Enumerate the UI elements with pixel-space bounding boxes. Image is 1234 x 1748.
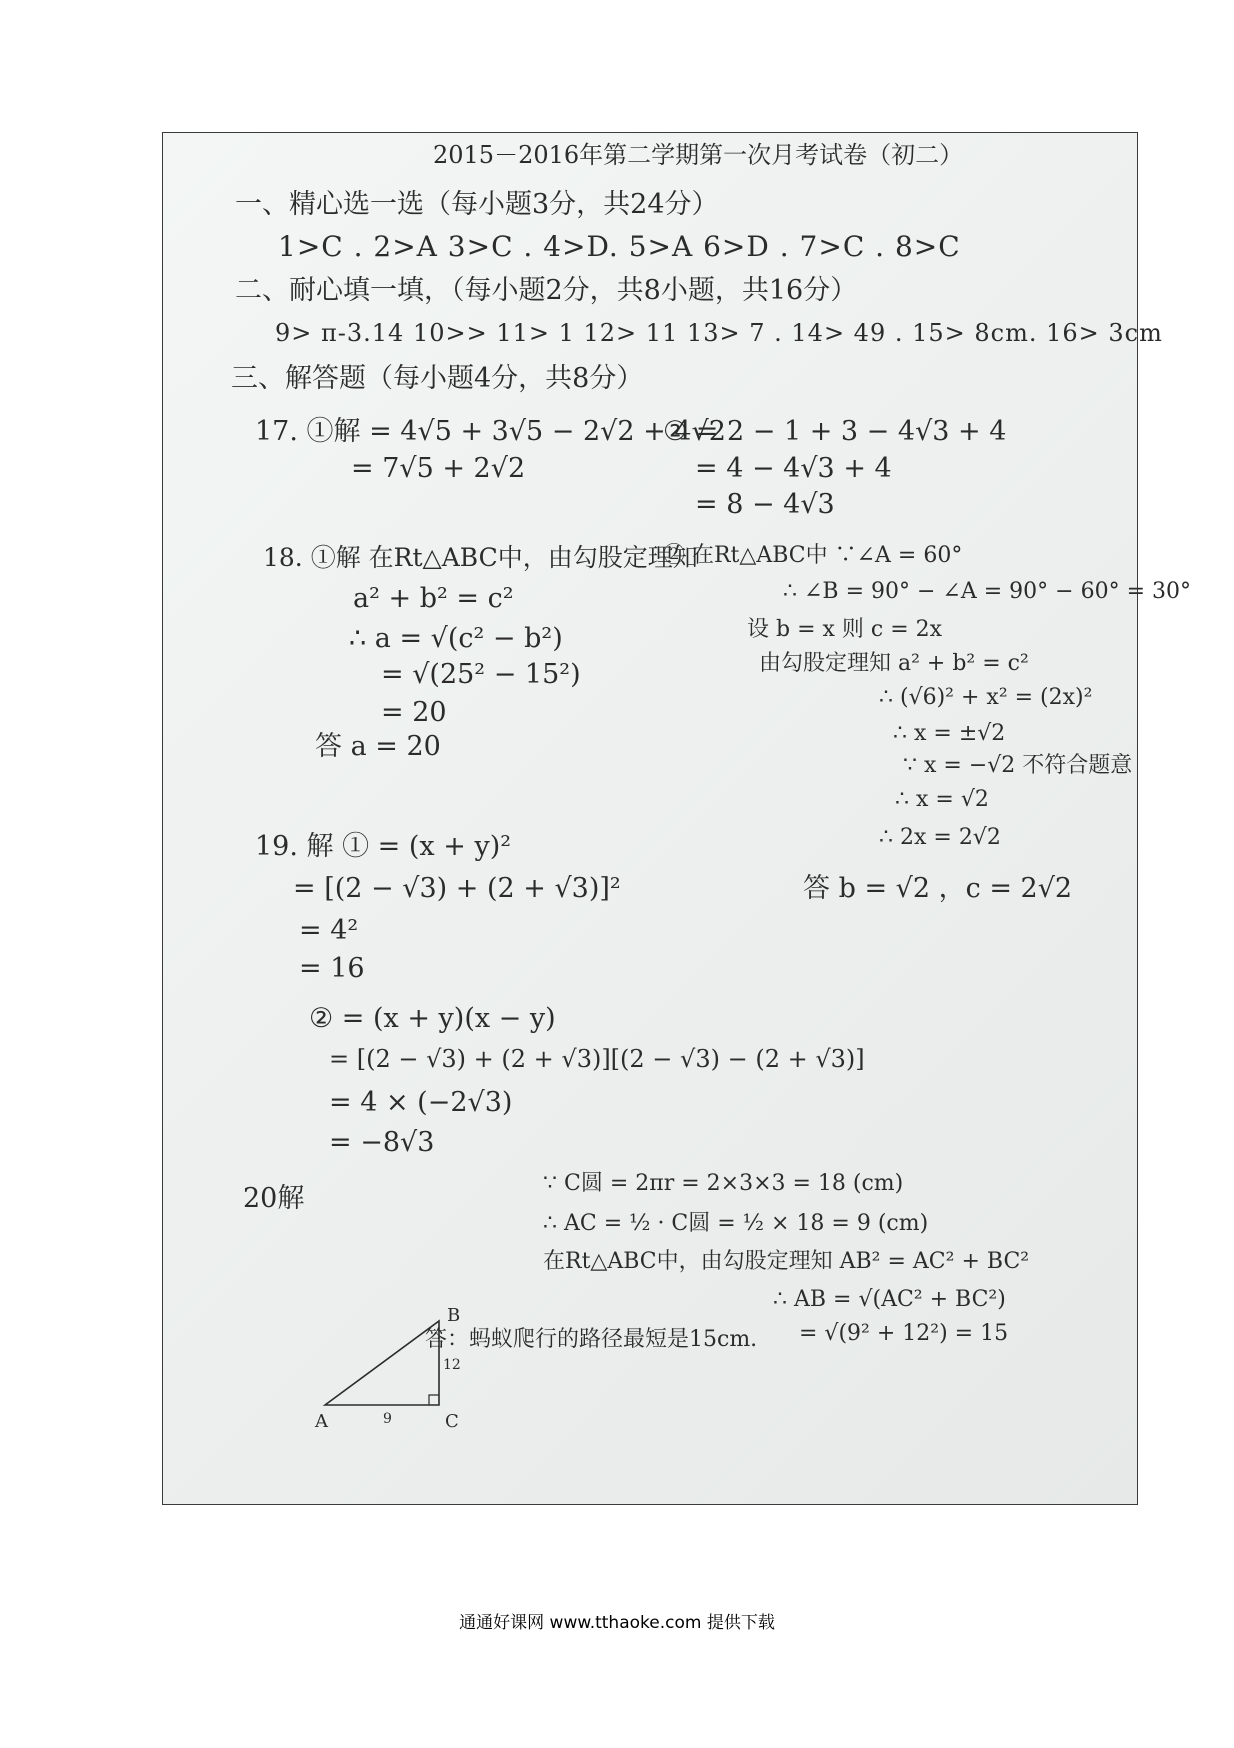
right-triangle-diagram bbox=[315, 1303, 515, 1433]
q17-right-line-2: = 4 − 4√3 + 4 bbox=[695, 453, 892, 484]
q18-left-line-3: ∴ a = √(c² − b²) bbox=[349, 623, 563, 654]
q19-line-4: = 16 bbox=[299, 953, 365, 984]
base-length-label: 9 bbox=[383, 1411, 392, 1427]
q18-right-line-5: ∴ (√6)² + x² = (2x)² bbox=[879, 685, 1093, 710]
q18-right-line-4: 由勾股定理知 a² + b² = c² bbox=[759, 651, 1029, 676]
q20-label: 20解 bbox=[243, 1183, 305, 1214]
q19-line-6: = [(2 − √3) + (2 + √3)][(2 − √3) − (2 + √3)] bbox=[329, 1045, 865, 1073]
answer-sheet-photo bbox=[162, 132, 1191, 1505]
q18-right-line-8: ∴ x = √2 bbox=[895, 787, 989, 812]
sheet-title: 2015－2016年第二学期第一次月考试卷（初二） bbox=[433, 141, 964, 169]
section-2-answers: 9> π-3.14 10>> 11> 1 12> 11 13> 7 . 14> 49 . 15> 8cm. 16> 3cm bbox=[275, 319, 1163, 347]
vertex-c-label: C bbox=[445, 1411, 459, 1432]
triangle-outline bbox=[325, 1321, 439, 1405]
right-angle-mark bbox=[429, 1395, 439, 1405]
q20-right-line-1: ∵ C圆 = 2πr = 2×3×3 = 18 (cm) bbox=[543, 1171, 904, 1196]
section-2-heading: 二、耐心填一填，（每小题2分，共8小题，共16分） bbox=[235, 275, 858, 306]
q17-left-line-2: = 7√5 + 2√2 bbox=[351, 453, 526, 484]
q18-right-line-9: ∴ 2x = 2√2 bbox=[879, 825, 1001, 850]
q18-left-line-6: 答 a = 20 bbox=[315, 731, 441, 762]
section-1-answers: 1>C . 2>A 3>C . 4>D. 5>A 6>D . 7>C . 8>C bbox=[278, 230, 961, 263]
q18-left-line-1: 18. ①解 在Rt△ABC中，由勾股定理知 bbox=[263, 543, 698, 572]
q19-line-2: = [(2 − √3) + (2 + √3)]² bbox=[293, 873, 621, 904]
q19-line-1: 19. 解 ① = (x + y)² bbox=[255, 831, 512, 862]
q19-line-3: = 4² bbox=[299, 915, 359, 946]
section-1-heading: 一、精心选一选（每小题3分，共24分） bbox=[235, 189, 719, 220]
q17-left-line-1: 17. ①解 = 4√5 + 3√5 − 2√2 + 4√2 bbox=[255, 416, 726, 447]
q18-right-line-6: ∴ x = ±√2 bbox=[893, 721, 1006, 746]
height-length-label: 12 bbox=[443, 1357, 461, 1373]
q19-line-7: = 4 × (−2√3) bbox=[329, 1087, 513, 1118]
q20-right-line-4: ∴ AB = √(AC² + BC²) bbox=[773, 1287, 1006, 1312]
q18-left-line-2: a² + b² = c² bbox=[353, 583, 514, 614]
q18-right-line-10: 答 b = √2 ，c = 2√2 bbox=[803, 873, 1073, 904]
page-footer: 通通好课网 www.tthaoke.com 提供下载 bbox=[459, 1613, 775, 1633]
q18-left-line-5: = 20 bbox=[381, 697, 447, 728]
q18-left-line-4: = √(25² − 15²) bbox=[381, 659, 581, 690]
section-3-heading: 三、解答题（每小题4分，共8分） bbox=[231, 363, 644, 394]
q17-right-line-3: = 8 − 4√3 bbox=[695, 489, 835, 520]
q18-right-line-7: ∵ x = −√2 不符合题意 bbox=[903, 753, 1133, 778]
q20-right-line-2: ∴ AC = ½ · C圆 = ½ × 18 = 9 (cm) bbox=[543, 1211, 929, 1236]
q18-right-line-3: 设 b = x 则 c = 2x bbox=[747, 617, 943, 642]
q20-right-line-5: = √(9² + 12²) = 15 bbox=[799, 1321, 1009, 1346]
q19-line-8: = −8√3 bbox=[329, 1127, 435, 1158]
q20-right-line-3: 在Rt△ABC中，由勾股定理知 AB² = AC² + BC² bbox=[543, 1249, 1030, 1274]
q18-right-line-1: ② 在Rt△ABC中 ∵∠A = 60° bbox=[663, 543, 963, 568]
vertex-a-label: A bbox=[315, 1411, 328, 1432]
q17-right-line-1: ② = 2 − 1 + 3 − 4√3 + 4 bbox=[663, 416, 1007, 447]
vertex-b-label: B bbox=[447, 1305, 461, 1326]
q18-right-line-2: ∴ ∠B = 90° − ∠A = 90° − 60° = 30° bbox=[783, 579, 1191, 604]
q20-answer: 答：蚂蚁爬行的路径最短是15cm. bbox=[425, 1327, 758, 1352]
q19-line-5: ② = (x + y)(x − y) bbox=[309, 1003, 556, 1034]
